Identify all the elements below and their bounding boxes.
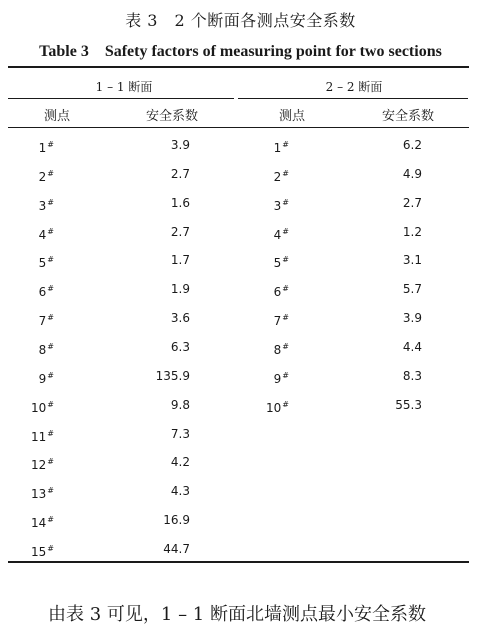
section-1-1-point-cell: 14#	[31, 515, 54, 530]
point-mark: #	[282, 400, 289, 409]
section-1-1-point-cell: 3#	[38, 198, 54, 213]
group-header-section-2-2: 2 – 2 断面	[325, 80, 383, 94]
section-1-1-factor-cell: 3.9	[170, 138, 190, 152]
section-1-1-point-cell: 11#	[31, 429, 54, 444]
section-1-1-point-cell: 2#	[38, 169, 54, 184]
section-2-2-factor-cell: 3.9	[402, 311, 422, 325]
section-1-1-factor-cell: 1.9	[170, 282, 190, 296]
section-1-1-point-cell: 8#	[38, 342, 54, 357]
body-paragraph: 由表 3 可见，1 – 1 断面北墙测点最小安全系数	[48, 604, 426, 625]
section-1-1-point-cell: 1#	[38, 140, 54, 155]
section-1-1-factor-cell: 4.3	[170, 484, 190, 498]
point-mark: #	[47, 342, 54, 351]
point-mark: #	[282, 313, 289, 322]
point-mark: #	[47, 515, 54, 524]
section-2-2-factor-cell: 6.2	[402, 138, 422, 152]
point-mark: #	[282, 284, 289, 293]
point-mark: #	[282, 371, 289, 380]
section-1-1-factor-cell: 4.2	[170, 455, 190, 469]
section-2-2-point-cell: 2#	[273, 169, 289, 184]
section-1-1-point-cell: 4#	[38, 227, 54, 242]
point-mark: #	[282, 198, 289, 207]
section-1-1-point-cell: 13#	[31, 486, 54, 501]
point-mark: #	[47, 313, 54, 322]
section-2-2-point-cell: 6#	[273, 284, 289, 299]
point-mark: #	[47, 486, 54, 495]
section-2-2-factor-cell: 4.4	[402, 340, 422, 354]
point-mark: #	[47, 255, 54, 264]
column-header-factor-right: 安全系数	[381, 109, 434, 124]
group-rule-right	[238, 98, 468, 99]
bottom-rule	[8, 561, 469, 563]
section-2-2-point-cell: 3#	[273, 198, 289, 213]
table-caption-english: Table 3 Safety factors of measuring point for two sections	[39, 43, 442, 60]
point-mark: #	[47, 198, 54, 207]
point-mark: #	[47, 371, 54, 380]
section-1-1-factor-cell: 135.9	[155, 369, 190, 383]
section-1-1-point-cell: 9#	[38, 371, 54, 386]
point-mark: #	[282, 169, 289, 178]
section-2-2-point-cell: 5#	[273, 255, 289, 270]
point-mark: #	[47, 169, 54, 178]
section-2-2-factor-cell: 3.1	[402, 253, 422, 267]
point-mark: #	[47, 140, 54, 149]
section-2-2-factor-cell: 55.3	[395, 398, 422, 412]
section-1-1-point-cell: 12#	[31, 457, 54, 472]
section-2-2-factor-cell: 5.7	[402, 282, 422, 296]
section-2-2-point-cell: 7#	[273, 313, 289, 328]
section-1-1-factor-cell: 1.6	[170, 196, 190, 210]
section-1-1-factor-cell: 2.7	[170, 225, 190, 239]
column-header-point-right: 测点	[278, 109, 305, 124]
section-1-1-factor-cell: 16.9	[163, 513, 190, 527]
section-2-2-point-cell: 4#	[273, 227, 289, 242]
point-mark: #	[47, 457, 54, 466]
section-1-1-factor-cell: 3.6	[170, 311, 190, 325]
section-2-2-factor-cell: 2.7	[402, 196, 422, 210]
table-caption-chinese: 表 3 2 个断面各测点安全系数	[125, 11, 356, 30]
section-1-1-factor-cell: 9.8	[170, 398, 190, 412]
section-1-1-point-cell: 15#	[31, 544, 54, 559]
section-1-1-factor-cell: 44.7	[163, 542, 190, 556]
section-2-2-point-cell: 8#	[273, 342, 289, 357]
point-mark: #	[282, 342, 289, 351]
section-2-2-point-cell: 1#	[273, 140, 289, 155]
section-2-2-point-cell: 10#	[266, 400, 289, 415]
point-mark: #	[47, 544, 54, 553]
point-mark: #	[282, 227, 289, 236]
section-2-2-factor-cell: 8.3	[402, 369, 422, 383]
section-1-1-factor-cell: 1.7	[170, 253, 190, 267]
section-2-2-factor-cell: 4.9	[402, 167, 422, 181]
point-mark: #	[282, 255, 289, 264]
section-1-1-factor-cell: 7.3	[170, 427, 190, 441]
point-mark: #	[282, 140, 289, 149]
section-2-2-factor-cell: 1.2	[402, 225, 422, 239]
group-header-section-1-1: 1 – 1 断面	[95, 80, 153, 94]
point-mark: #	[47, 429, 54, 438]
point-mark: #	[47, 227, 54, 236]
section-1-1-point-cell: 10#	[31, 400, 54, 415]
section-1-1-point-cell: 6#	[38, 284, 54, 299]
header-rule	[8, 127, 469, 128]
section-1-1-point-cell: 7#	[38, 313, 54, 328]
section-2-2-point-cell: 9#	[273, 371, 289, 386]
section-1-1-factor-cell: 2.7	[170, 167, 190, 181]
column-header-point-left: 测点	[43, 109, 70, 124]
point-mark: #	[47, 284, 54, 293]
column-header-factor-left: 安全系数	[145, 109, 198, 124]
top-rule	[8, 66, 469, 68]
group-rule-left	[8, 98, 234, 99]
section-1-1-factor-cell: 6.3	[170, 340, 190, 354]
section-1-1-point-cell: 5#	[38, 255, 54, 270]
point-mark: #	[47, 400, 54, 409]
